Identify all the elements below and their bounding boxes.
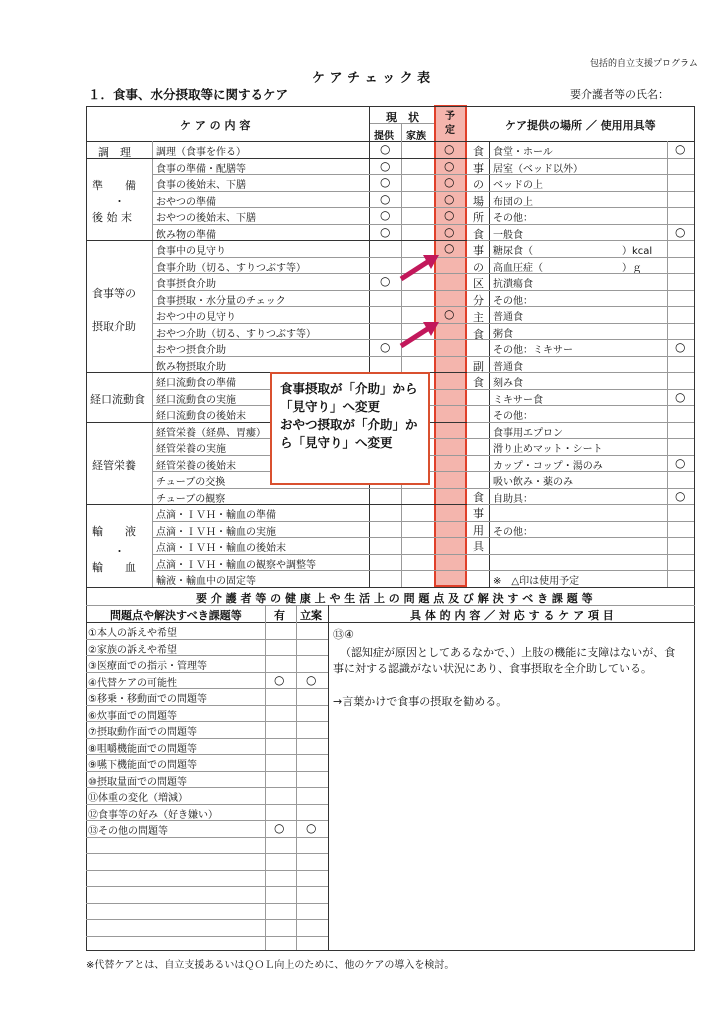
care-item-label: 食事の準備・配膳等	[156, 163, 246, 175]
side-label: 食	[473, 227, 484, 241]
row-divider	[152, 306, 489, 307]
place-item: カップ・コップ・湯のみ	[493, 460, 603, 472]
problem-item: ⑤移乗・移動面での問題等	[88, 694, 207, 705]
care-item-label: おやつの後始末、下膳	[156, 213, 256, 224]
place-row-divider	[467, 537, 694, 538]
care-item-label: 経口流動食の後始末	[156, 411, 246, 422]
place-row-divider	[467, 422, 694, 423]
yes-mark: ○	[274, 821, 285, 835]
plan-mark: ○	[444, 241, 455, 255]
place-row-divider	[467, 306, 694, 307]
problem-row-divider	[86, 853, 328, 854]
row-divider	[152, 521, 489, 522]
care-item-label: 点滴・ＩＶＨ・輸血の実施	[156, 526, 276, 538]
care-content-header: ケ ア の 内 容	[180, 119, 251, 132]
place-row-divider	[467, 405, 694, 406]
care-item-label: 経口流動食の実施	[156, 394, 236, 406]
care-item-label: おやつ中の見守り	[156, 312, 236, 323]
problem-row-divider	[86, 771, 328, 772]
detail-ref: ⑬④	[333, 628, 354, 641]
care-item-label: 経口流動食の準備	[156, 378, 236, 389]
group-tube: 経管栄養	[92, 459, 136, 472]
detail-text-3: →言葉かけで食事の摂取を勧める。	[333, 695, 508, 708]
place-row-divider	[467, 356, 694, 357]
side-label: 事	[473, 161, 484, 175]
place-row-divider	[467, 207, 694, 208]
problem-row-divider	[86, 870, 328, 871]
provider-mark: ○	[380, 142, 391, 156]
side-label: 副	[473, 359, 484, 373]
place-item: 抗潰瘍食	[493, 279, 533, 290]
side-label: 具	[473, 540, 484, 553]
plan-mark: ○	[444, 175, 455, 189]
place-row-divider	[467, 290, 694, 291]
problem-row-divider	[86, 754, 328, 755]
group-meal-assist: 摂取介助	[92, 320, 136, 333]
client-name-label: 要介護者等の氏名：	[570, 88, 669, 101]
problem-item: ⑧咀嚼機能面での問題等	[88, 743, 197, 755]
place-row-divider	[467, 191, 694, 192]
row-divider	[86, 158, 489, 159]
group-iv-dot: ・	[114, 545, 125, 558]
row-divider	[152, 224, 489, 225]
problem-item: ⑨嚥下機能面での問題等	[88, 760, 197, 771]
place-item: 高血圧症（	[493, 262, 543, 274]
program-name: 包括的自立支援プログラム	[590, 59, 698, 69]
care-item-label: おやつ摂食介助	[156, 345, 226, 356]
side-label: 主	[473, 311, 484, 324]
place-item: その他：	[493, 411, 533, 422]
place-mark: ○	[675, 224, 686, 239]
place-item: ）kcal	[622, 246, 653, 257]
place-item: 食事用エプロン	[493, 427, 563, 439]
problem-row-divider	[86, 721, 328, 722]
care-item-label: 調理（食事を作る）	[156, 147, 246, 158]
plan-mark-lower: ○	[306, 672, 317, 687]
footnote: ※代替ケアとは、自立支援あるいはＱＯＬ向上のために、他のケアの導入を検討。	[86, 960, 455, 971]
place-row-divider	[467, 438, 694, 439]
place-row-divider	[467, 224, 694, 225]
place-row-divider	[467, 240, 694, 241]
place-mark: ○	[675, 142, 686, 156]
place-row-divider	[467, 158, 694, 159]
problem-item: ②家族の訴えや希望	[88, 644, 177, 656]
care-item-label: 経管栄養の実施	[156, 444, 226, 455]
side-label: 区	[473, 277, 484, 290]
side-label: 食	[473, 490, 484, 504]
place-mark: ○	[675, 340, 686, 354]
place-mark: ○	[675, 389, 686, 404]
side-label: 分	[473, 293, 484, 307]
side-label: 場	[473, 194, 484, 208]
problem-row-divider	[86, 688, 328, 689]
provider-mark: ○	[380, 340, 391, 354]
care-item-label: 飲み物の準備	[156, 229, 216, 241]
row-divider	[152, 290, 489, 291]
side-label: 事	[473, 244, 484, 257]
place-row-divider	[467, 554, 694, 555]
place-row-divider	[467, 389, 694, 390]
plan-mark: ○	[444, 142, 455, 156]
group-iv: 輸 液	[92, 525, 136, 538]
problem-row-divider	[86, 886, 328, 887]
place-mark: ○	[675, 488, 686, 503]
row-divider	[152, 207, 489, 208]
current-header: 現 状	[386, 111, 419, 124]
group-prep-dot: ・	[114, 195, 125, 208]
place-item: ）ｇ	[622, 262, 642, 274]
problem-row-divider	[86, 936, 328, 937]
place-row-divider	[467, 273, 694, 274]
plan-mark: ○	[444, 224, 455, 239]
care-item-label: 輸液・輸血中の固定等	[156, 576, 256, 587]
row-divider	[152, 191, 489, 192]
yes-mark: ○	[274, 672, 285, 687]
care-item-label: 飲み物摂取介助	[156, 361, 226, 373]
detail-header: 具 体 的 内 容 ／ 対 応 す る ケ ア 項 目	[410, 609, 614, 622]
group-prep: 準 備	[92, 179, 136, 192]
group-meal: 食事等の	[92, 287, 136, 300]
care-item-label: 食事摂取・水分量のチェック	[156, 295, 286, 307]
place-row-divider	[467, 257, 694, 258]
issue-header: 問題点や解決すべき課題等	[110, 609, 242, 622]
place-row-divider	[467, 488, 694, 489]
care-item-label: 点滴・ＩＶＨ・輸血の準備	[156, 510, 276, 521]
place-item: 一般食	[493, 229, 523, 241]
side-label: 所	[473, 211, 484, 224]
problem-row-divider	[86, 639, 328, 640]
provider-mark: ○	[380, 158, 391, 173]
provider-mark: ○	[380, 175, 391, 189]
problems-header: 要 介 護 者 等 の 健 康 上 や 生 活 上 の 問 題 点 及 び 解 決 す べ き 課 題 等	[196, 592, 593, 605]
place-row-divider	[467, 372, 694, 373]
place-item: その他：ミキサー	[493, 345, 573, 356]
group-oral: 経口流動食	[90, 393, 145, 406]
side-label: 食	[473, 145, 484, 158]
care-item-label: 食事の後始末、下膳	[156, 180, 246, 191]
care-item-label: 経管栄養の後始末	[156, 460, 236, 472]
care-item-label: チューブの観察	[156, 493, 226, 505]
place-item: ベッドの上	[493, 180, 543, 191]
problem-row-divider	[86, 919, 328, 920]
page-title: ケ ア チ ェ ッ ク 表	[312, 71, 431, 86]
problem-item: ①本人の訴えや希望	[88, 628, 177, 639]
problem-row-divider	[86, 738, 328, 739]
plan-header-lower: 立案	[300, 609, 322, 622]
place-item: 粥食	[493, 328, 513, 340]
provider-mark: ○	[380, 274, 391, 288]
place-row-divider	[467, 323, 694, 324]
plan-mark: ○	[444, 191, 455, 206]
place-row-divider	[467, 471, 694, 472]
group-iv-blood: 輸 血	[92, 561, 136, 574]
arrow-icon	[395, 312, 445, 352]
row-divider	[152, 537, 489, 538]
place-item: ミキサー食	[493, 394, 543, 406]
problem-row-divider	[86, 672, 328, 673]
side-label: 食	[473, 376, 484, 389]
yes-header: 有	[274, 609, 285, 622]
place-item: ※ △印は使用予定	[493, 576, 580, 587]
row-divider	[152, 554, 489, 555]
place-item: その他：	[493, 295, 533, 307]
row-divider	[86, 240, 489, 241]
problem-item: ⑦摂取動作面での問題等	[88, 727, 197, 738]
place-mark: ○	[675, 455, 686, 470]
provider-header: 提供	[374, 131, 394, 142]
group-prep-cleanup: 後 始 末	[92, 211, 132, 224]
plan-mark: ○	[444, 208, 455, 222]
side-label: の	[473, 260, 484, 274]
row-divider	[152, 488, 489, 489]
change-note-callout	[270, 372, 430, 485]
care-item-label: おやつの準備	[156, 196, 216, 208]
place-row-divider	[467, 339, 694, 340]
arrow-icon	[395, 245, 445, 285]
place-item: 普通食	[493, 312, 523, 323]
side-label: 用	[473, 523, 484, 537]
place-item: その他：	[493, 526, 533, 538]
problem-row-divider	[86, 787, 328, 788]
problem-item: ⑫食事等の好み（好き嫌い）	[88, 809, 218, 821]
place-item: 自助具：	[493, 493, 533, 505]
care-item-label: 食事摂食介助	[156, 279, 216, 290]
place-item: 吸い飲み・薬のみ	[493, 477, 573, 488]
callout-line-2: おやつ摂取が「介助」から「見守り」へ変更	[280, 417, 418, 450]
care-item-label: 食事介助（切る、すりつぶす等）	[156, 262, 306, 274]
care-item-label: 食事中の見守り	[156, 246, 226, 257]
place-row-divider	[467, 521, 694, 522]
problem-item: ⑬その他の問題等	[88, 826, 168, 837]
place-row-divider	[467, 455, 694, 456]
side-label: 事	[473, 507, 484, 520]
provider-mark: ○	[380, 208, 391, 222]
group-cooking: 調 理	[98, 146, 131, 159]
problem-item: ③医療面での指示・管理等	[88, 661, 207, 672]
problem-item: ④代替ケアの可能性	[88, 677, 177, 689]
place-item: 滑り止めマット・シート	[493, 444, 603, 455]
problem-row-divider	[86, 837, 328, 838]
row-divider	[86, 504, 489, 505]
problem-row-divider	[86, 705, 328, 706]
place-item: 普通食	[493, 361, 523, 373]
place-item: 布団の上	[493, 196, 533, 208]
care-item-label: 経管栄養（経鼻、胃瘻）	[156, 427, 266, 439]
problem-item: ⑩摂取量面での問題等	[88, 776, 187, 788]
place-row-divider	[467, 174, 694, 175]
place-row-divider	[467, 504, 694, 505]
care-item-label: 点滴・ＩＶＨ・輸血の観察や調整等	[156, 559, 316, 571]
detail-text-1: （認知症が原因としてあるなかで、）上肢の機能に支障はないが、食	[340, 646, 676, 659]
place-item: 刻み食	[493, 378, 523, 389]
callout-line-1: 食事摂取が「介助」から「見守り」へ変更	[280, 381, 418, 414]
row-divider	[152, 570, 489, 571]
side-label: 食	[473, 327, 484, 341]
family-header: 家族	[406, 131, 426, 142]
problem-item: ⑥炊事面での問題等	[88, 710, 177, 722]
plan-header: 予定	[445, 111, 455, 136]
place-row-divider	[467, 570, 694, 571]
plan-mark: ○	[444, 158, 455, 173]
care-item-label: チューブの交換	[156, 477, 226, 488]
detail-text-2: 事に対する認識がない状況にあり、食事摂取を全介助している。	[333, 662, 652, 675]
place-item: 食堂・ホール	[493, 147, 553, 158]
place-header: ケア提供の場所 ／ 使用用具等	[505, 119, 656, 132]
problem-row-divider	[86, 655, 328, 656]
problem-item: ⑪体重の変化（増減）	[88, 793, 188, 804]
provider-mark: ○	[380, 191, 391, 206]
provider-mark: ○	[380, 224, 391, 239]
section-title: １．食事、水分摂取等に関するケア	[88, 87, 289, 102]
row-divider	[152, 174, 489, 175]
side-label: の	[473, 178, 484, 191]
row-divider	[152, 356, 489, 357]
care-item-label: 点滴・ＩＶＨ・輸血の後始末	[156, 543, 286, 554]
care-item-label: おやつ介助（切る、すりつぶす等）	[156, 328, 316, 340]
place-item: 糖尿食（	[493, 246, 533, 257]
place-item: 居室（ベッド以外）	[493, 163, 583, 175]
problem-row-divider	[86, 804, 328, 805]
plan-mark: ○	[444, 307, 455, 321]
problem-row-divider	[86, 903, 328, 904]
place-item: その他：	[493, 213, 533, 224]
plan-mark-lower: ○	[306, 821, 317, 835]
problem-row-divider	[86, 820, 328, 821]
